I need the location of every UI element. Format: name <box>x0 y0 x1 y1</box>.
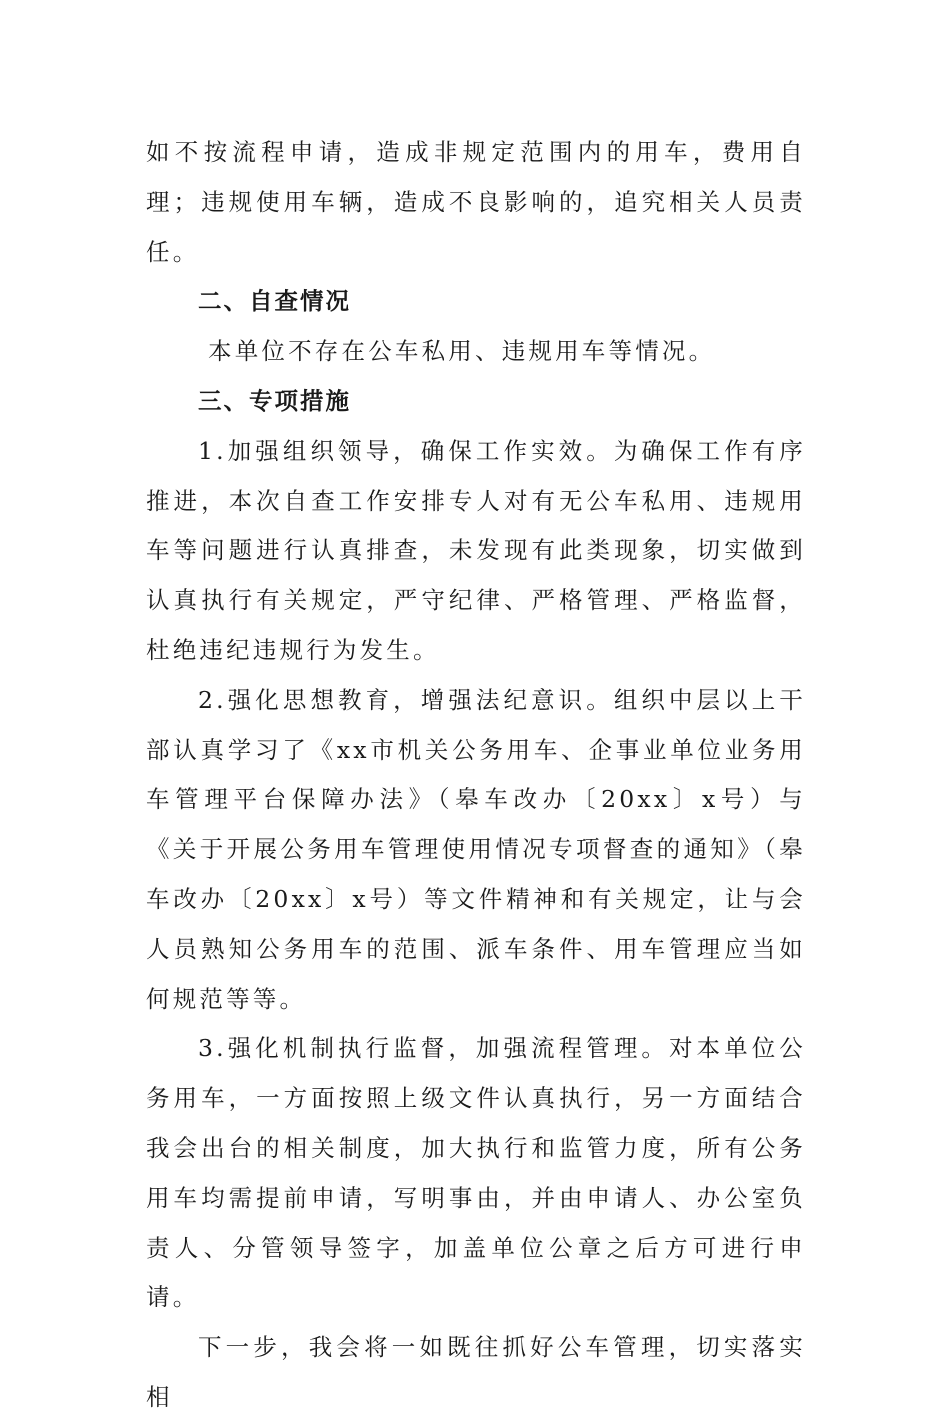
paragraph-next-step: 下一步，我会将一如既往抓好公车管理，切实落实相 <box>146 1333 806 1411</box>
section-heading-self-check: 二、自查情况 <box>198 287 351 316</box>
document-body <box>146 128 806 1423</box>
measure-item-1: 1.加强组织领导，确保工作实效。为确保工作有序推进，本次自查工作安排专人对有无公车私用、违规用车等问题进行认真排查，未发现有此类现象，切实做到认真执行有关规定，严守纪律、严格管理、严格监督，杜绝违纪违规行为发生。 <box>146 436 806 664</box>
measure-item-2: 2.强化思想教育，增强法纪意识。组织中层以上干部认真学习了《xx市机关公务用车、企事业单位业务用车管理平台保障办法》（皋车改办〔20xx〕x号）与《关于开展公务用车管理使用情况专项督查的通知》（皋车改办〔20xx〕x号）等文件精神和有关规定，让与会人员熟知公务用车的范围、派车条件、用车管理应当如何规范等等。 <box>146 685 806 1013</box>
section-heading-measures: 三、专项措施 <box>198 386 351 415</box>
measure-item-3: 3.强化机制执行监督，加强流程管理。对本单位公务用车，一方面按照上级文件认真执行，另一方面结合我会出台的相关制度，加大执行和监管力度，所有公务用车均需提前申请，写明事由，并由申请人、办公室负责人、分管领导签字，加盖单位公章之后方可进行申请。 <box>146 1034 806 1312</box>
paragraph-self-check: 本单位不存在公车私用、违规用车等情况。 <box>208 337 716 366</box>
paragraph-continuation: 如不按流程申请，造成非规定范围内的用车，费用自理；违规使用车辆，造成不良影响的，追究相关人员责任。 <box>146 138 806 266</box>
